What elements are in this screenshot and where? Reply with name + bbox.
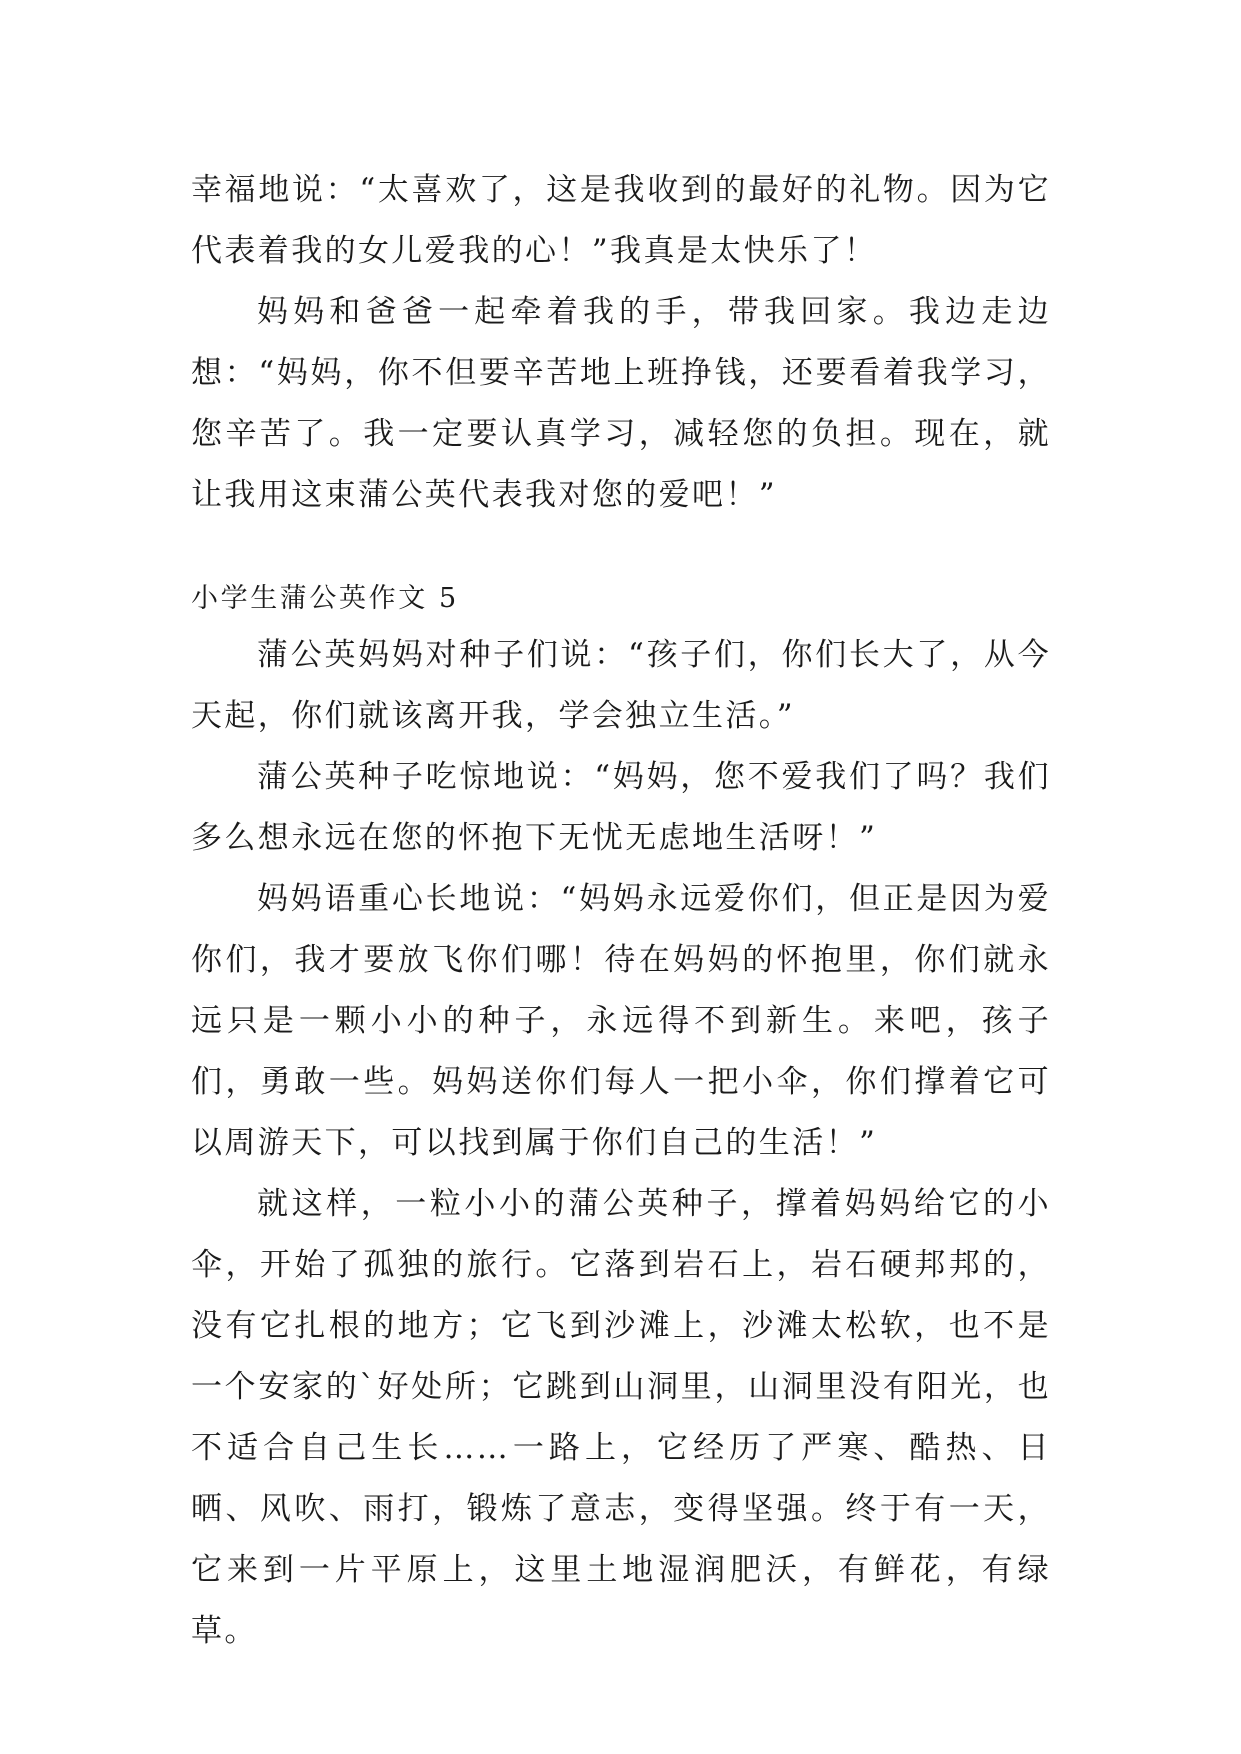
intro-block xyxy=(191,160,1051,526)
essay-5-body xyxy=(191,625,1051,1662)
paragraph-mother-speaks: 蒲公英妈妈对种子们说：“孩子们，你们长大了，从今天起，你们就该离开我，学会独立生活。” xyxy=(191,637,1051,734)
paragraph-going-home: 妈妈和爸爸一起牵着我的手，带我回家。我边走边想：“妈妈，你不但要辛苦地上班挣钱，还要看着我学习，您辛苦了。我一定要认真学习，减轻您的负担。现在，就让我用这束蒲公英代表我对您的爱吧！” xyxy=(191,294,1051,513)
section-title: 小学生蒲公英作文 5 xyxy=(191,583,459,614)
paragraph-seed-journey: 就这样，一粒小小的蒲公英种子，撑着妈妈给它的小伞，开始了孤独的旅行。它落到岩石上，岩石硬邦邦的，没有它扎根的地方；它飞到沙滩上，沙滩太松软，也不是一个安家的`好处所；它跳到山洞里，山洞里没有阳光，也不适合自己生长……一路上，它经历了严寒、酷热、日晒、风吹、雨打，锻炼了意志，变得坚强。终于有一天，它来到一片平原上，这里土地湿润肥沃，有鲜花，有绿草。 xyxy=(191,1186,1051,1649)
paragraph-mother-explains: 妈妈语重心长地说：“妈妈永远爱你们，但正是因为爱你们，我才要放飞你们哪！待在妈妈的怀抱里，你们就永远只是一颗小小的种子，永远得不到新生。来吧，孩子们，勇敢一些。妈妈送你们每人一把小伞，你们撑着它可以周游天下，可以找到属于你们自己的生活！” xyxy=(191,881,1051,1161)
paragraph-continuation: 幸福地说：“太喜欢了，这是我收到的最好的礼物。因为它代表着我的女儿爱我的心！”我真是太快乐了！ xyxy=(191,172,1051,269)
paragraph-seeds-surprised: 蒲公英种子吃惊地说：“妈妈，您不爱我们了吗？我们多么想永远在您的怀抱下无忧无虑地生活呀！” xyxy=(191,759,1051,856)
